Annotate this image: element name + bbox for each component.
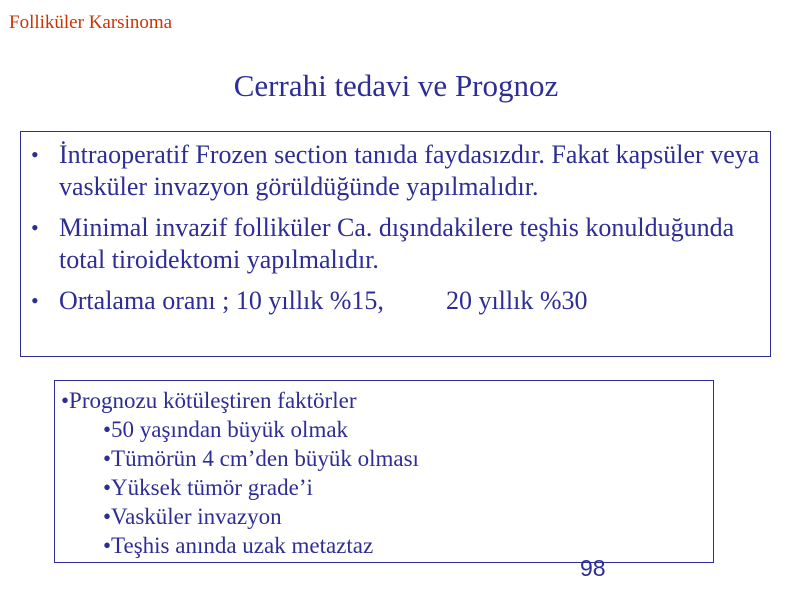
factor-vascular-invasion: •Vasküler invazyon [103,504,282,529]
bullet-text: İntraoperatif Frozen section tanıda faydasızdır. Fakat kapsüler veya vasküler invazyon görüldüğünde yapılmalıdır. [59,140,760,201]
bullet-item-total-thyroidectomy [27,212,762,276]
bullet-icon: • [31,215,39,240]
slide-title: Cerrahi tedavi ve Prognoz [233,68,559,103]
factor-tumor-size: •Tümörün 4 cm’den büyük olması [103,446,419,471]
bullet-item-frozen-section [27,139,762,203]
main-content-box [20,131,771,357]
prognosis-factor-list [103,415,419,560]
survival-20-year: 20 yıllık %30 [445,286,588,315]
bullet-text: Minimal invazif folliküler Ca. dışındakilere teşhis konulduğunda total tiroidektomi yapılmalıdır. [59,213,735,274]
factor-age: •50 yaşından büyük olmak [103,417,349,442]
section-label: Folliküler Karsinoma [9,12,173,33]
factor-distant-metastasis: •Teşhis anında uzak metaztaz [103,533,374,558]
survival-10-year: Ortalama oranı ; 10 yıllık %15, [59,286,384,315]
bullet-icon: • [31,288,39,313]
prognosis-heading: •Prognozu kötüleştiren faktörler [61,388,357,413]
factor-tumor-grade: •Yüksek tümör grade’i [103,475,313,500]
bullet-item-survival-rate [27,285,762,317]
page-number: 98 [580,555,606,581]
main-bullet-list [27,139,762,326]
bullet-icon: • [31,142,39,167]
prognosis-box [54,380,714,563]
